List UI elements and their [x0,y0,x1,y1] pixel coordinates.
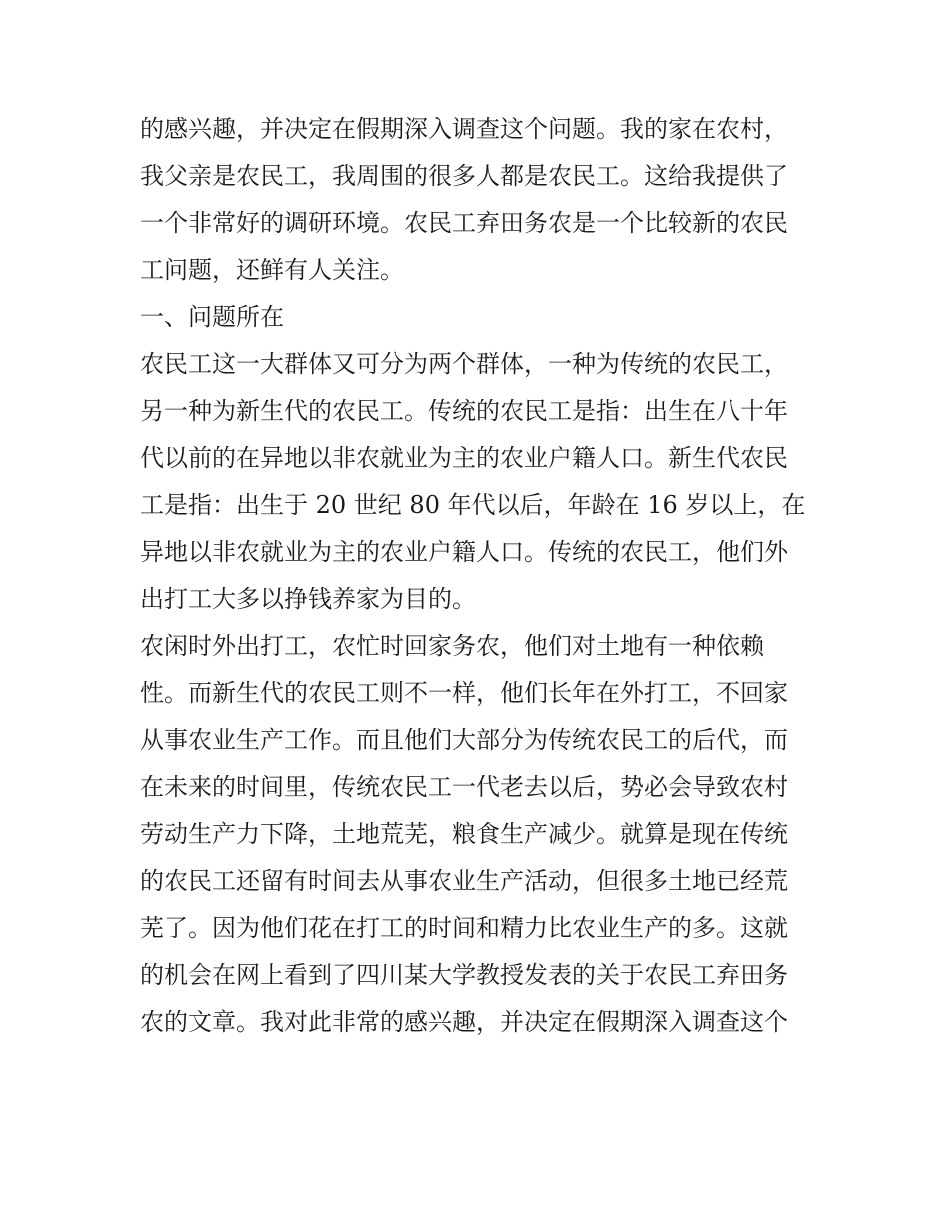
text-line: 的农民工还留有时间去从事农业生产活动，但很多土地已经荒 [140,867,788,895]
text-line: 农闲时外出打工，农忙时回家务农，他们对土地有一种依赖 [140,632,764,660]
text-line: 我父亲是农民工，我周围的很多人都是农民工。这给我提供了 [140,162,788,190]
text-line: 在未来的时间里，传统农民工一代老去以后，势必会导致农村 [140,773,788,801]
text-line: 从事农业生产工作。而且他们大部分为传统农民工的后代，而 [140,726,788,754]
text-line: 农民工这一大群体又可分为两个群体，一种为传统的农民工， [140,350,788,378]
text-line: 芜了。因为他们花在打工的时间和精力比农业生产的多。这就 [140,914,788,942]
text-line: 代以前的在异地以非农就业为主的农业户籍人口。新生代农民 [140,444,788,472]
text-line: 农的文章。我对此非常的感兴趣，并决定在假期深入调查这个 [140,1008,788,1036]
text-line: 的感兴趣，并决定在假期深入调查这个问题。我的家在农村， [140,115,788,143]
section-heading: 一、问题所在 [140,303,284,331]
text-line: 另一种为新生代的农民工。传统的农民工是指：出生在八十年 [140,397,788,425]
text-line: 的机会在网上看到了四川某大学教授发表的关于农民工弃田务 [140,961,788,989]
text-line: 性。而新生代的农民工则不一样，他们长年在外打工，不回家 [140,679,788,707]
text-line: 工是指：出生于 20 世纪 80 年代以后，年龄在 16 岁以上，在 [140,491,806,519]
text-line: 出打工大多以挣钱养家为目的。 [140,585,476,613]
text-line: 工问题，还鲜有人关注。 [140,256,404,284]
body-text [140,106,820,1046]
text-line: 一个非常好的调研环境。农民工弃田务农是一个比较新的农民 [140,209,788,237]
text-line: 劳动生产力下降，土地荒芜，粮食生产减少。就算是现在传统 [140,820,788,848]
text-line: 异地以非农就业为主的农业户籍人口。传统的农民工，他们外 [140,538,788,566]
